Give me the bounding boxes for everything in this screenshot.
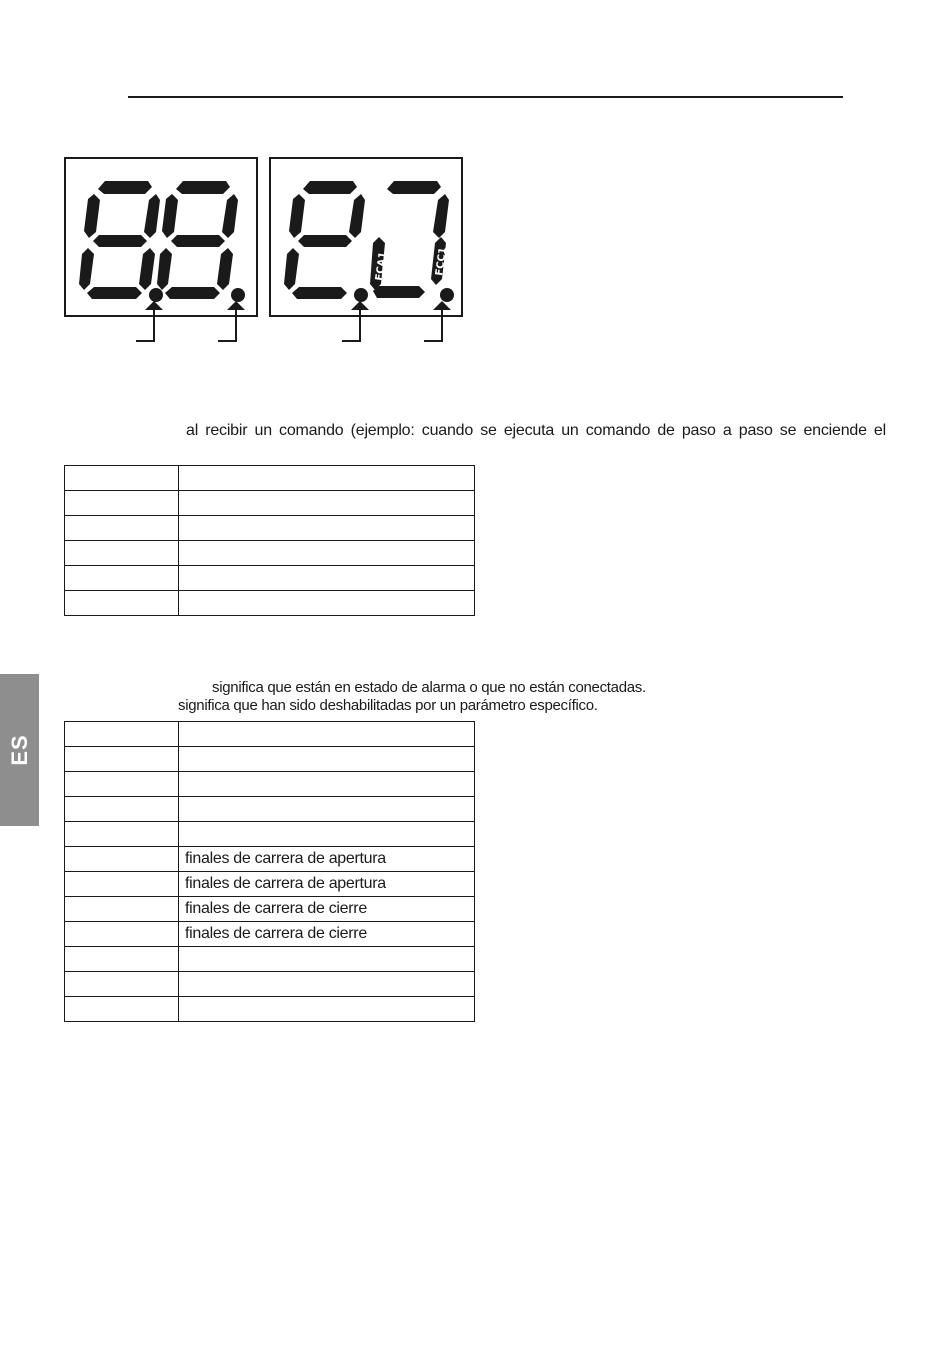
fca1-label: FCA1 — [374, 251, 389, 282]
language-tab-label: ES — [6, 734, 32, 766]
table-row — [65, 772, 475, 797]
table-row — [65, 822, 475, 847]
table-row — [65, 947, 475, 972]
note-disabled: significa que han sido deshabilitadas por un parámetro específico. — [178, 697, 598, 714]
table-row: finales de carrera de cierre — [65, 922, 475, 947]
language-tab — [0, 674, 39, 826]
table-row — [65, 516, 475, 541]
table-row — [65, 491, 475, 516]
table-row: finales de carrera de cierre — [65, 897, 475, 922]
dot-pointer-arrows — [0, 0, 950, 360]
safety-devices-table — [64, 721, 475, 1022]
table-row — [65, 747, 475, 772]
commands-table — [64, 465, 475, 616]
table-row — [65, 566, 475, 591]
table-row — [65, 972, 475, 997]
table-row: finales de carrera de apertura — [65, 847, 475, 872]
table-row — [65, 541, 475, 566]
table-row — [65, 722, 475, 747]
table-row — [65, 466, 475, 491]
table-row — [65, 997, 475, 1022]
table-row: finales de carrera de apertura — [65, 872, 475, 897]
note-alarm: significa que están en estado de alarma o que no están conectadas. — [212, 679, 646, 696]
table-row — [65, 797, 475, 822]
table-row — [65, 591, 475, 616]
fcc1-label: FCC1 — [434, 246, 449, 277]
body-paragraph: al recibir un comando (ejemplo: cuando se ejecuta un comando de paso a paso se enciende el — [186, 422, 886, 439]
